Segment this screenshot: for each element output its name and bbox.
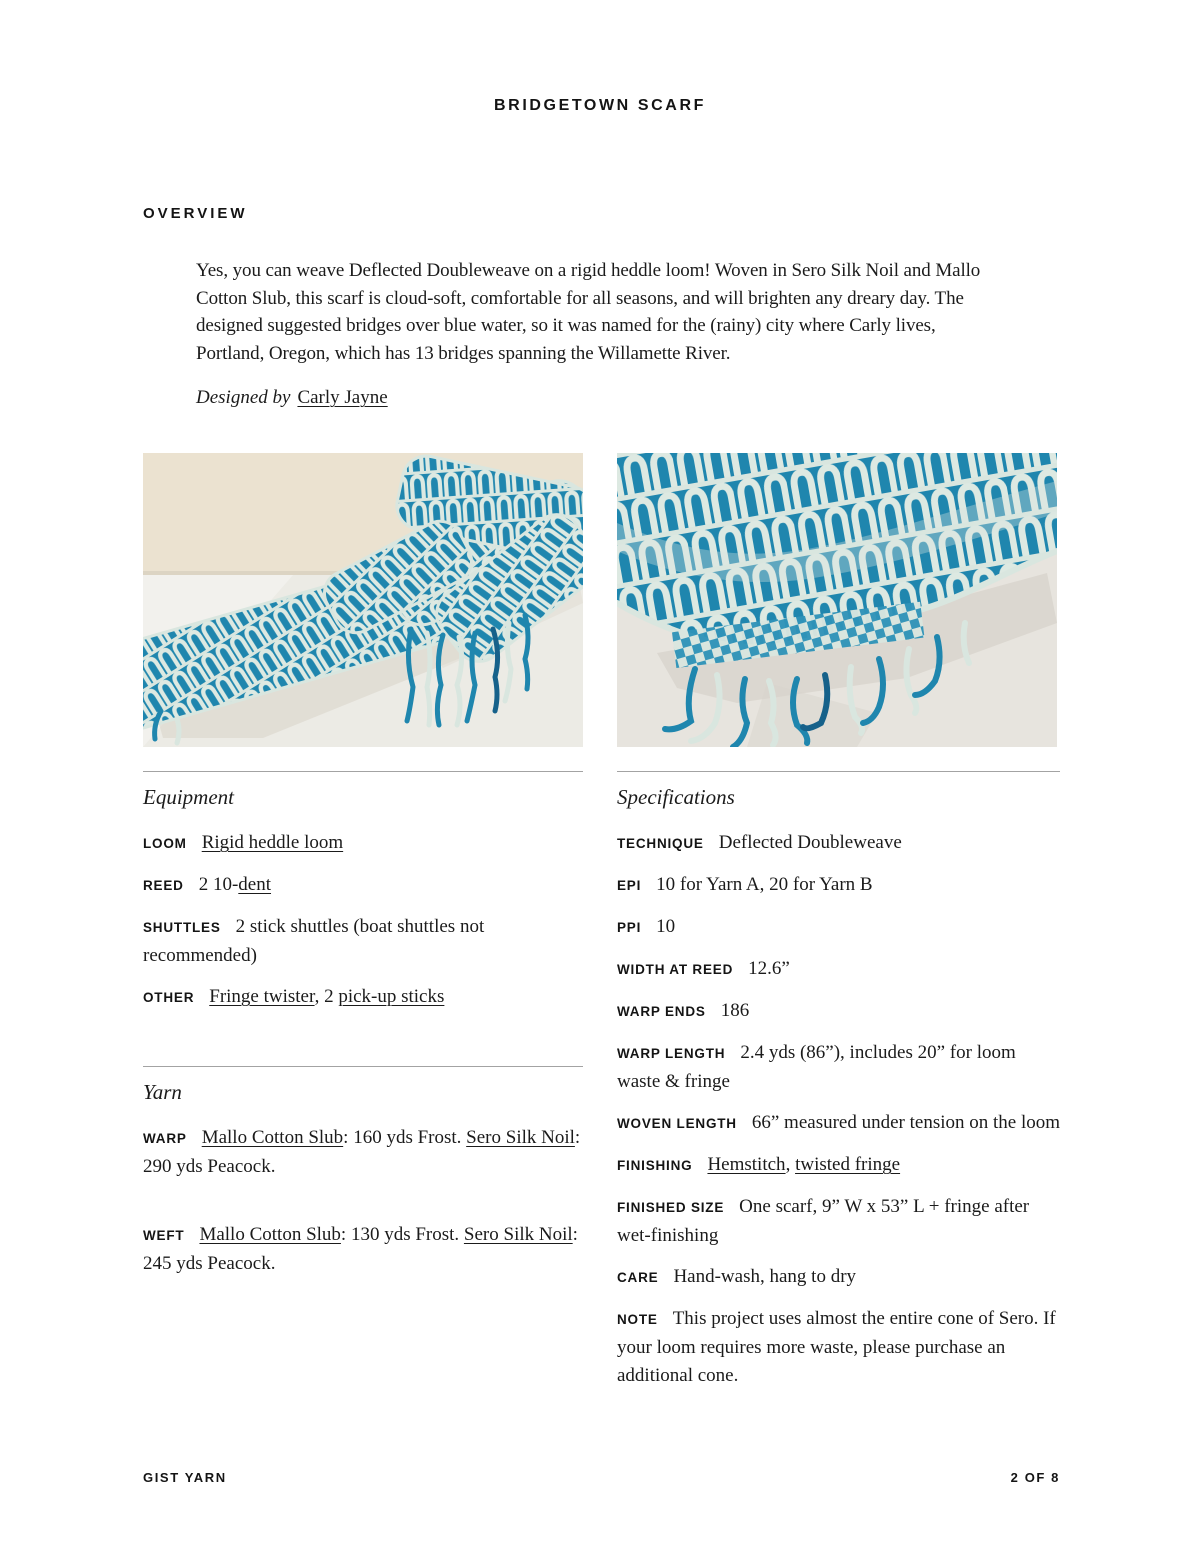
spec-row: [617, 913, 1060, 942]
equipment-heading: Equipment: [143, 785, 234, 809]
spec-label: REED: [143, 878, 184, 893]
yarn-heading: Yarn: [143, 1080, 182, 1104]
yarn-section: [143, 1066, 583, 1278]
text-segment: : 245 yds Peacock.: [143, 1224, 578, 1274]
inline-link[interactable]: Hemstitch: [707, 1154, 786, 1175]
scarf-draped-photo: [143, 453, 583, 747]
spec-row: [617, 829, 1060, 858]
spec-value: [617, 1308, 1056, 1386]
text-segment: Deflected Doubleweave: [718, 832, 902, 853]
spec-label: WARP ENDS: [617, 1004, 706, 1019]
left-column: [143, 747, 583, 1403]
text-segment: : 290 yds Peacock.: [143, 1127, 581, 1177]
spec-row: [143, 983, 583, 1012]
spec-label: WIDTH AT REED: [617, 962, 734, 977]
designed-by-label: Designed by: [196, 387, 291, 408]
text-segment: : 160 yds Frost.: [343, 1127, 467, 1148]
spec-label: FINISHING: [617, 1158, 693, 1173]
spec-row: [143, 913, 583, 970]
spec-row: [617, 871, 1060, 900]
inline-link[interactable]: Fringe twister: [209, 986, 315, 1007]
spec-label: LOOM: [143, 836, 187, 851]
designer-link[interactable]: Carly Jayne: [297, 387, 388, 408]
spec-row: [617, 1109, 1060, 1138]
text-segment: 2 stick shuttles (boat shuttles not recommended): [143, 916, 485, 966]
spec-row: [617, 1193, 1060, 1250]
spec-row: [617, 1305, 1060, 1390]
spec-label: CARE: [617, 1270, 659, 1285]
page-number: 2 OF 8: [1010, 1470, 1060, 1485]
yarn-rows: [143, 1124, 583, 1278]
text-segment: 2 10-: [198, 874, 239, 895]
spec-row: [617, 1151, 1060, 1180]
spec-row: [143, 871, 583, 900]
spec-value: [719, 832, 902, 853]
equipment-rows: [143, 829, 583, 1012]
page-title: BRIDGETOWN SCARF: [494, 97, 706, 114]
specifications-heading: Specifications: [617, 785, 735, 809]
designer-line: [196, 384, 388, 411]
spec-row: [143, 1124, 583, 1181]
spec-value: [656, 916, 675, 937]
spec-label: FINISHED SIZE: [617, 1200, 725, 1215]
spec-label: PPI: [617, 920, 642, 935]
brand-footer: GIST YARN: [143, 1470, 227, 1485]
spec-row: [143, 829, 583, 858]
spec-label: WOVEN LENGTH: [617, 1116, 737, 1131]
inline-link[interactable]: Sero Silk Noil: [466, 1127, 575, 1148]
photo-row: [143, 453, 1060, 747]
spec-value: [209, 986, 444, 1007]
spec-value: [202, 832, 343, 853]
spec-label: EPI: [617, 878, 642, 893]
text-segment: 66” measured under tension on the loom: [751, 1112, 1061, 1133]
spec-label: SHUTTLES: [143, 920, 221, 935]
specifications-rows: [617, 829, 1060, 1390]
spec-label: NOTE: [617, 1312, 658, 1327]
spec-value: [748, 958, 790, 979]
spec-label: WEFT: [143, 1228, 185, 1243]
spec-row: [617, 997, 1060, 1026]
spec-row: [617, 1263, 1060, 1292]
text-segment: ,: [785, 1154, 796, 1175]
spec-row: [143, 1221, 583, 1278]
overview-paragraph: Yes, you can weave Deflected Doubleweave on a rigid heddle loom! Woven in Sero Silk Noil and Mallo Cotton Slub, this scarf is cloud-soft, comfortable for all seasons, and will brighten any dreary day. The designed suggested bridges over blue water, so it was named for the (rainy) city where Carly lives, Portland, Oregon, which has 13 bridges spanning the Willamette River.: [196, 260, 981, 364]
overview-heading: OVERVIEW: [143, 205, 248, 222]
equipment-section: [143, 771, 583, 1012]
inline-link[interactable]: Mallo Cotton Slub: [201, 1127, 344, 1148]
spec-value: [707, 1154, 900, 1175]
spec-label: WARP: [143, 1131, 187, 1146]
spec-row: [617, 1039, 1060, 1096]
spec-label: OTHER: [143, 990, 195, 1005]
spec-value: [752, 1112, 1060, 1133]
detail-columns: [143, 747, 1060, 1403]
inline-link[interactable]: dent: [238, 874, 272, 895]
text-segment: One scarf, 9” W x 53” L + fringe after wet-finishing: [617, 1196, 1030, 1246]
spec-row: [617, 955, 1060, 984]
text-segment: 10: [656, 916, 676, 937]
right-column: [617, 747, 1060, 1403]
text-segment: Hand-wash, hang to dry: [673, 1266, 857, 1287]
text-segment: 186: [720, 1000, 750, 1021]
spec-value: [656, 874, 872, 895]
spec-value: [673, 1266, 856, 1287]
inline-link[interactable]: pick-up sticks: [338, 986, 445, 1007]
text-segment: 12.6”: [748, 958, 790, 979]
spec-value: [143, 1224, 578, 1274]
spec-value: [199, 874, 271, 895]
spec-value: [721, 1000, 750, 1021]
text-segment: , 2: [314, 986, 339, 1007]
scarf-fringe-closeup-photo: [617, 453, 1057, 747]
spec-label: TECHNIQUE: [617, 836, 704, 851]
spec-value: [143, 1127, 580, 1177]
text-segment: 10 for Yarn A, 20 for Yarn B: [656, 874, 873, 895]
inline-link[interactable]: Sero Silk Noil: [463, 1224, 573, 1245]
text-segment: 2.4 yds (86”), includes 20” for loom waste & fringe: [617, 1042, 1016, 1092]
specifications-section: [617, 771, 1060, 1390]
scarf-draped-image: [143, 453, 583, 747]
page-footer: [143, 1470, 1060, 1485]
spec-label: WARP LENGTH: [617, 1046, 726, 1061]
inline-link[interactable]: Rigid heddle loom: [201, 832, 344, 853]
inline-link[interactable]: twisted fringe: [795, 1154, 901, 1175]
text-segment: This project uses almost the entire cone of Sero. If your loom requires more waste, please purchase an additional cone.: [617, 1308, 1056, 1386]
inline-link[interactable]: Mallo Cotton Slub: [199, 1224, 341, 1245]
scarf-fringe-closeup-image: [617, 453, 1057, 747]
text-segment: : 130 yds Frost.: [340, 1224, 464, 1245]
